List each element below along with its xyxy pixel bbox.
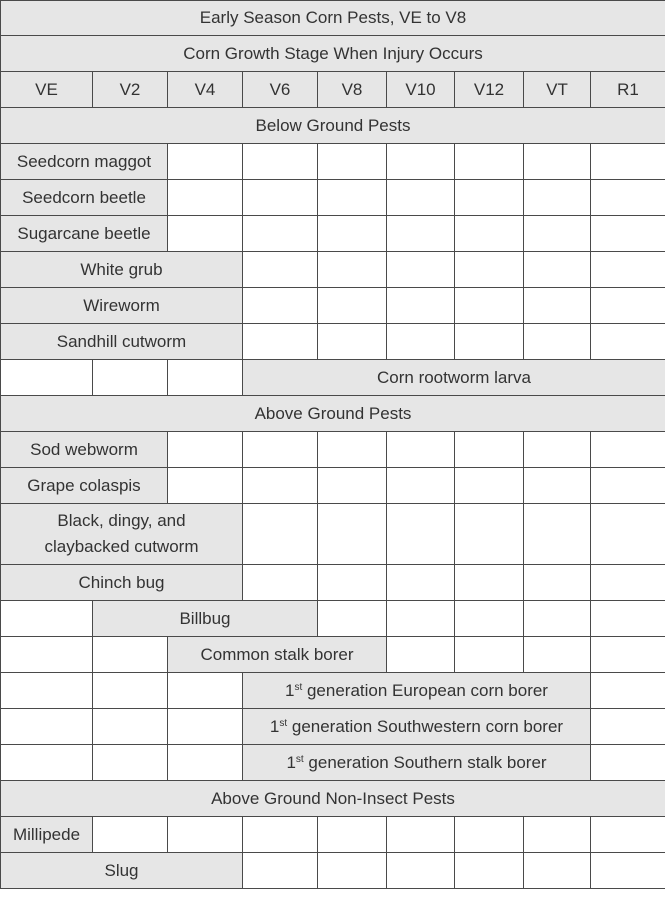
empty-cell — [168, 468, 243, 504]
pest-bar-sugarcane-beetle: Sugarcane beetle — [1, 216, 168, 252]
pest-row — [1, 709, 665, 745]
empty-cell — [168, 216, 243, 252]
empty-cell — [168, 180, 243, 216]
empty-cell — [591, 144, 665, 180]
empty-cell — [387, 252, 455, 288]
stage-header-v10: V10 — [387, 72, 455, 108]
empty-cell — [387, 817, 455, 853]
pest-label: generation European corn borer — [302, 680, 548, 700]
pest-row — [1, 673, 665, 709]
empty-cell — [93, 817, 168, 853]
empty-cell — [93, 637, 168, 673]
pest-row — [1, 504, 665, 565]
stage-header-v6: V6 — [243, 72, 318, 108]
empty-cell — [93, 745, 168, 781]
empty-cell — [243, 853, 318, 889]
empty-cell — [318, 853, 387, 889]
empty-cell — [591, 468, 665, 504]
empty-cell — [318, 288, 387, 324]
stage-header-ve: VE — [1, 72, 93, 108]
pest-row — [1, 817, 665, 853]
empty-cell — [524, 252, 591, 288]
pest-row — [1, 565, 665, 601]
empty-cell — [387, 324, 455, 360]
empty-cell — [1, 745, 93, 781]
empty-cell — [387, 601, 455, 637]
empty-cell — [243, 817, 318, 853]
empty-cell — [524, 180, 591, 216]
stage-header-v2: V2 — [93, 72, 168, 108]
empty-cell — [168, 745, 243, 781]
pest-label: generation Southern stalk borer — [303, 752, 547, 772]
empty-cell — [455, 468, 524, 504]
empty-cell — [524, 565, 591, 601]
table-subtitle: Corn Growth Stage When Injury Occurs — [1, 36, 665, 72]
empty-cell — [524, 468, 591, 504]
empty-cell — [591, 853, 665, 889]
empty-cell — [318, 432, 387, 468]
empty-cell — [524, 432, 591, 468]
empty-cell — [318, 324, 387, 360]
empty-cell — [591, 817, 665, 853]
empty-cell — [455, 432, 524, 468]
pest-row — [1, 745, 665, 781]
empty-cell — [168, 360, 243, 396]
empty-cell — [93, 709, 168, 745]
pest-row — [1, 324, 665, 360]
pest-bar-grape-colaspis: Grape colaspis — [1, 468, 168, 504]
empty-cell — [591, 637, 665, 673]
pest-bar-wireworm: Wireworm — [1, 288, 243, 324]
empty-cell — [318, 565, 387, 601]
empty-cell — [243, 468, 318, 504]
pest-label-line-1: Black, dingy, and — [57, 511, 186, 530]
section-row — [1, 396, 665, 432]
pest-bar-southwestern-corn-borer — [243, 709, 591, 745]
pest-label: generation Southwestern corn borer — [287, 716, 564, 736]
empty-cell — [591, 709, 665, 745]
pest-row — [1, 637, 665, 673]
empty-cell — [1, 601, 93, 637]
empty-cell — [591, 601, 665, 637]
empty-cell — [318, 180, 387, 216]
empty-cell — [524, 504, 591, 565]
empty-cell — [524, 601, 591, 637]
pest-row — [1, 360, 665, 396]
empty-cell — [524, 216, 591, 252]
empty-cell — [243, 288, 318, 324]
pest-bar-european-corn-borer — [243, 673, 591, 709]
pest-bar-southern-stalk-borer — [243, 745, 591, 781]
empty-cell — [243, 144, 318, 180]
empty-cell — [243, 324, 318, 360]
empty-cell — [591, 252, 665, 288]
empty-cell — [524, 324, 591, 360]
generation-ordinal: 1 — [269, 716, 280, 736]
empty-cell — [591, 432, 665, 468]
pest-bar-sandhill-cutworm: Sandhill cutworm — [1, 324, 243, 360]
empty-cell — [524, 288, 591, 324]
empty-cell — [387, 288, 455, 324]
stage-header-vt: VT — [524, 72, 591, 108]
empty-cell — [524, 853, 591, 889]
section-row — [1, 108, 665, 144]
table-title: Early Season Corn Pests, VE to V8 — [1, 1, 665, 36]
empty-cell — [168, 817, 243, 853]
stage-header-v8: V8 — [318, 72, 387, 108]
empty-cell — [455, 504, 524, 565]
pest-row — [1, 252, 665, 288]
generation-ordinal: 1 — [285, 680, 295, 700]
empty-cell — [168, 709, 243, 745]
empty-cell — [318, 468, 387, 504]
pest-bar-sod-webworm: Sod webworm — [1, 432, 168, 468]
empty-cell — [591, 673, 665, 709]
empty-cell — [387, 144, 455, 180]
generation-suffix: st — [294, 681, 303, 693]
empty-cell — [455, 180, 524, 216]
generation-suffix: st — [279, 717, 288, 729]
empty-cell — [168, 673, 243, 709]
empty-cell — [318, 252, 387, 288]
empty-cell — [591, 180, 665, 216]
stage-header-v12: V12 — [455, 72, 524, 108]
section-row — [1, 781, 665, 817]
generation-suffix: st — [295, 753, 304, 765]
section-below-ground: Below Ground Pests — [1, 108, 665, 144]
empty-cell — [318, 817, 387, 853]
empty-cell — [455, 853, 524, 889]
empty-cell — [591, 745, 665, 781]
empty-cell — [455, 288, 524, 324]
empty-cell — [591, 288, 665, 324]
empty-cell — [243, 216, 318, 252]
empty-cell — [243, 180, 318, 216]
empty-cell — [524, 144, 591, 180]
pest-row — [1, 144, 665, 180]
empty-cell — [455, 252, 524, 288]
stage-header-row — [1, 72, 665, 108]
empty-cell — [387, 432, 455, 468]
empty-cell — [387, 853, 455, 889]
empty-cell — [318, 216, 387, 252]
empty-cell — [591, 216, 665, 252]
empty-cell — [243, 432, 318, 468]
pest-row — [1, 180, 665, 216]
pest-label-line-2: claybacked cutworm — [44, 537, 199, 556]
empty-cell — [1, 709, 93, 745]
section-non-insect: Above Ground Non-Insect Pests — [1, 781, 665, 817]
empty-cell — [591, 504, 665, 565]
empty-cell — [168, 432, 243, 468]
empty-cell — [455, 637, 524, 673]
pest-bar-common-stalk-borer: Common stalk borer — [168, 637, 387, 673]
empty-cell — [387, 180, 455, 216]
pest-row — [1, 288, 665, 324]
empty-cell — [93, 360, 168, 396]
empty-cell — [1, 673, 93, 709]
empty-cell — [387, 504, 455, 565]
pest-bar-slug: Slug — [1, 853, 243, 889]
stage-header-r1: R1 — [591, 72, 665, 108]
empty-cell — [591, 324, 665, 360]
empty-cell — [387, 637, 455, 673]
empty-cell — [455, 216, 524, 252]
empty-cell — [318, 144, 387, 180]
pest-bar-seedcorn-beetle: Seedcorn beetle — [1, 180, 168, 216]
empty-cell — [455, 817, 524, 853]
pest-row — [1, 216, 665, 252]
stage-header-v4: V4 — [168, 72, 243, 108]
pest-bar-billbug: Billbug — [93, 601, 318, 637]
pest-bar-white-grub: White grub — [1, 252, 243, 288]
pest-row — [1, 468, 665, 504]
empty-cell — [93, 673, 168, 709]
empty-cell — [455, 324, 524, 360]
pest-row — [1, 432, 665, 468]
empty-cell — [318, 504, 387, 565]
empty-cell — [387, 216, 455, 252]
pest-bar-seedcorn-maggot: Seedcorn maggot — [1, 144, 168, 180]
empty-cell — [1, 360, 93, 396]
empty-cell — [243, 504, 318, 565]
pest-bar-millipede: Millipede — [1, 817, 93, 853]
subtitle-row — [1, 36, 665, 72]
empty-cell — [524, 637, 591, 673]
empty-cell — [591, 565, 665, 601]
generation-ordinal: 1 — [286, 752, 296, 772]
pest-row — [1, 601, 665, 637]
empty-cell — [243, 565, 318, 601]
empty-cell — [387, 565, 455, 601]
empty-cell — [455, 144, 524, 180]
empty-cell — [243, 252, 318, 288]
pest-row — [1, 853, 665, 889]
empty-cell — [524, 817, 591, 853]
empty-cell — [1, 637, 93, 673]
empty-cell — [168, 144, 243, 180]
pest-bar-black-dingy-claybacked-cutworm — [1, 504, 243, 565]
title-row — [1, 1, 665, 36]
empty-cell — [318, 601, 387, 637]
empty-cell — [387, 468, 455, 504]
pest-bar-chinch-bug: Chinch bug — [1, 565, 243, 601]
empty-cell — [455, 565, 524, 601]
empty-cell — [455, 601, 524, 637]
pest-bar-corn-rootworm-larva: Corn rootworm larva — [243, 360, 665, 396]
section-above-ground: Above Ground Pests — [1, 396, 665, 432]
